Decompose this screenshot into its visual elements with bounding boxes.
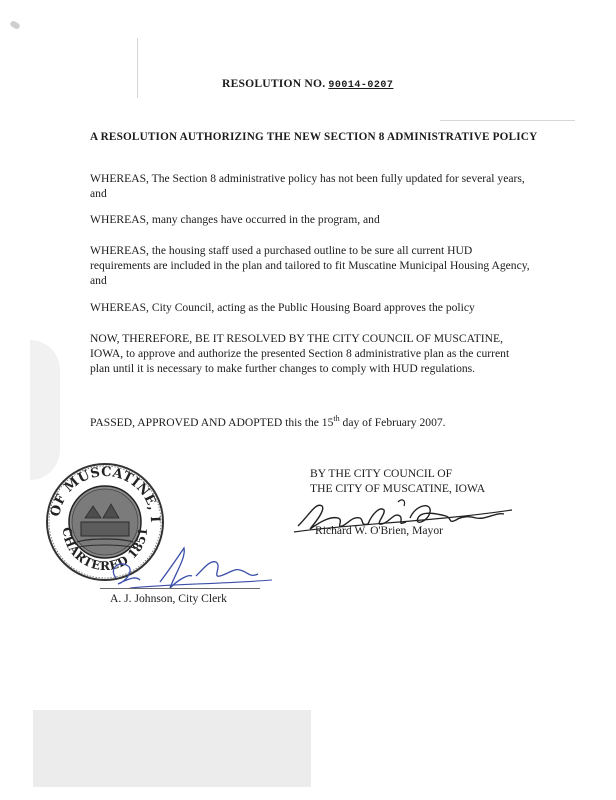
scan-artifact-left-shadow	[30, 340, 60, 480]
whereas-paragraph-3: WHEREAS, the housing staff used a purchased outline to be sure all current HUD requirements are included in the plan and tailored to fit Muscatine Municipal Housing Agency, and	[90, 244, 530, 287]
scan-artifact-bottom-gray-box	[33, 710, 311, 787]
passed-superscript: th	[333, 414, 340, 423]
clerk-signature-graphic	[100, 538, 280, 598]
clerk-name: A. J. Johnson, City Clerk	[110, 592, 227, 605]
page-title: A RESOLUTION AUTHORIZING THE NEW SECTION 8 ADMINISTRATIVE POLICY	[90, 131, 538, 143]
resolution-label: RESOLUTION NO.	[222, 77, 326, 90]
whereas-paragraph-4: WHEREAS, City Council, acting as the Public Housing Board approves the policy	[90, 301, 475, 314]
council-line-1: BY THE CITY COUNCIL OF	[310, 467, 453, 480]
resolution-number-line	[222, 77, 393, 91]
whereas-paragraph-2: WHEREAS, many changes have occurred in the program, and	[90, 213, 380, 226]
clerk-signature	[100, 538, 280, 598]
resolution-number: 90014-0207	[328, 80, 394, 91]
seal-bottom-text: CHARTERED 1851	[59, 526, 151, 574]
clerk-signature-line	[100, 588, 260, 589]
mayor-name: Richard W. O'Brien, Mayor	[315, 524, 443, 537]
council-line-2: THE CITY OF MUSCATINE, IOWA	[310, 482, 486, 495]
scan-artifact-corner-smudge	[9, 20, 21, 30]
whereas-paragraph-1: WHEREAS, The Section 8 administrative policy has not been fully updated for several years, and	[90, 172, 525, 200]
passed-line	[90, 411, 530, 430]
seal-top-text: OF MUSCATINE, I	[48, 464, 163, 524]
passed-prefix: PASSED, APPROVED AND ADOPTED this the 15	[90, 415, 334, 429]
passed-suffix: day of February 2007.	[339, 415, 446, 429]
scan-artifact-horizontal-line	[440, 120, 575, 121]
scan-artifact-vertical-line	[137, 38, 138, 98]
resolved-paragraph: NOW, THEREFORE, BE IT RESOLVED BY THE CITY COUNCIL OF MUSCATINE, IOWA, to approve and authorize the presented Section 8 administrative plan as the current plan until it is necessary to make further changes to comply with HUD regulations.	[90, 332, 510, 375]
